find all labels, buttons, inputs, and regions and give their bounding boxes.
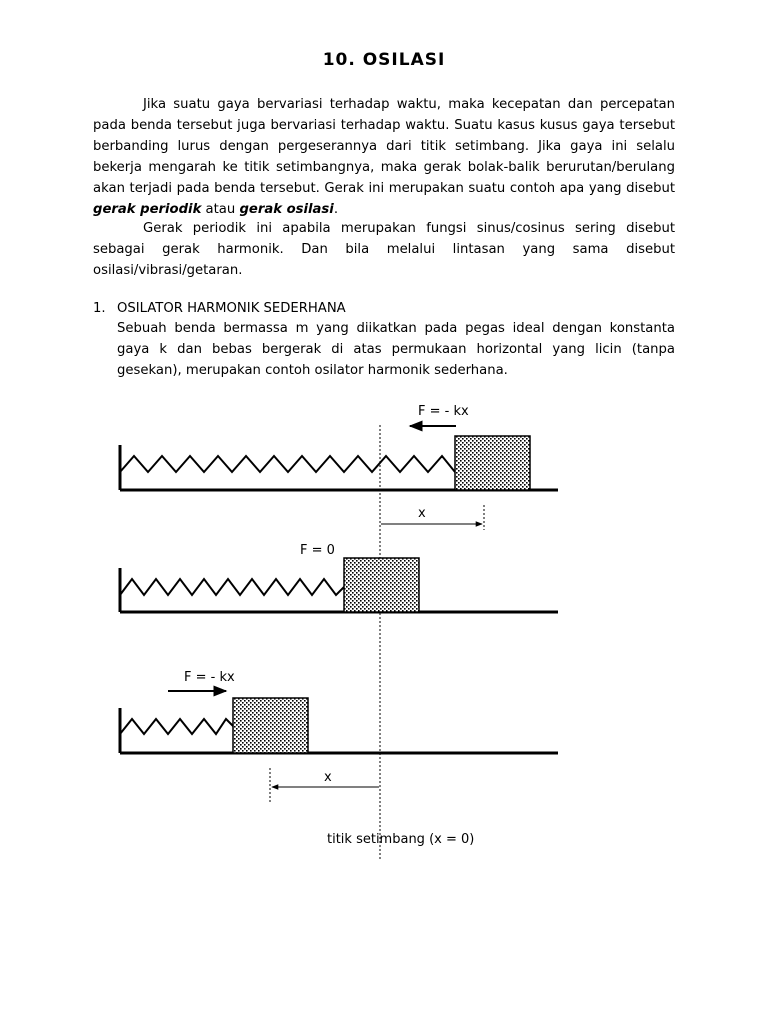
spring-compressed — [120, 719, 233, 734]
mass-block-bottom — [233, 698, 308, 753]
term-gerak-osilasi: gerak osilasi — [239, 202, 334, 217]
section-title: OSILATOR HARMONIK SEDERHANA — [117, 301, 346, 316]
equilibrium-spring-system — [120, 543, 558, 612]
force-label-middle: F = 0 — [300, 543, 335, 558]
mass-block-top — [455, 436, 530, 490]
term-gerak-periodik: gerak periodik — [93, 202, 202, 217]
x-label-top: x — [418, 506, 426, 521]
page-title: 10. OSILASI — [322, 50, 446, 70]
compressed-spring-system — [120, 670, 558, 802]
stretched-spring-system — [120, 404, 558, 530]
force-label-top: F = - kx — [418, 404, 469, 419]
section-number: 1. — [93, 301, 106, 316]
intro-text: Jika suatu gaya bervariasi terhadap waktu, maka kecepatan dan percepatan pada benda tersebut juga bervariasi terhadap waktu. Suatu kasus kusus gaya tersebut berbanding lurus dengan pergeserannya dari titik setimbang. Jika gaya ini selalu bekerja mengarah ke titik setimbangnya, maka gerak bolak-balik berurutan/berulang akan terjadi pada benda tersebut. Gerak ini merupakan suatu contoh apa yang disebut — [93, 97, 675, 196]
force-label-bottom: F = - kx — [184, 670, 235, 685]
spring-relaxed — [120, 579, 344, 595]
equilibrium-caption: titik setimbang (x = 0) — [327, 832, 475, 847]
section-body: Sebuah benda bermassa m yang diikatkan pada pegas ideal dengan konstanta gaya k dan bebas bergerak di atas permukaan horizontal yang licin (tanpa gesekan), merupakan contoh osilator harmonik sederhana. — [117, 321, 675, 378]
intro-end: . — [333, 202, 339, 217]
spring-stretched — [120, 456, 455, 472]
x-label-bottom: x — [324, 770, 332, 785]
intro-connector: atau — [201, 202, 240, 217]
mass-block-middle — [344, 558, 419, 612]
harmonic-text: Gerak periodik ini apabila merupakan fungsi sinus/cosinus sering disebut sebagai gerak harmonik. Dan bila melalui lintasan yang sama disebut osilasi/vibrasi/getaran. — [93, 221, 675, 278]
